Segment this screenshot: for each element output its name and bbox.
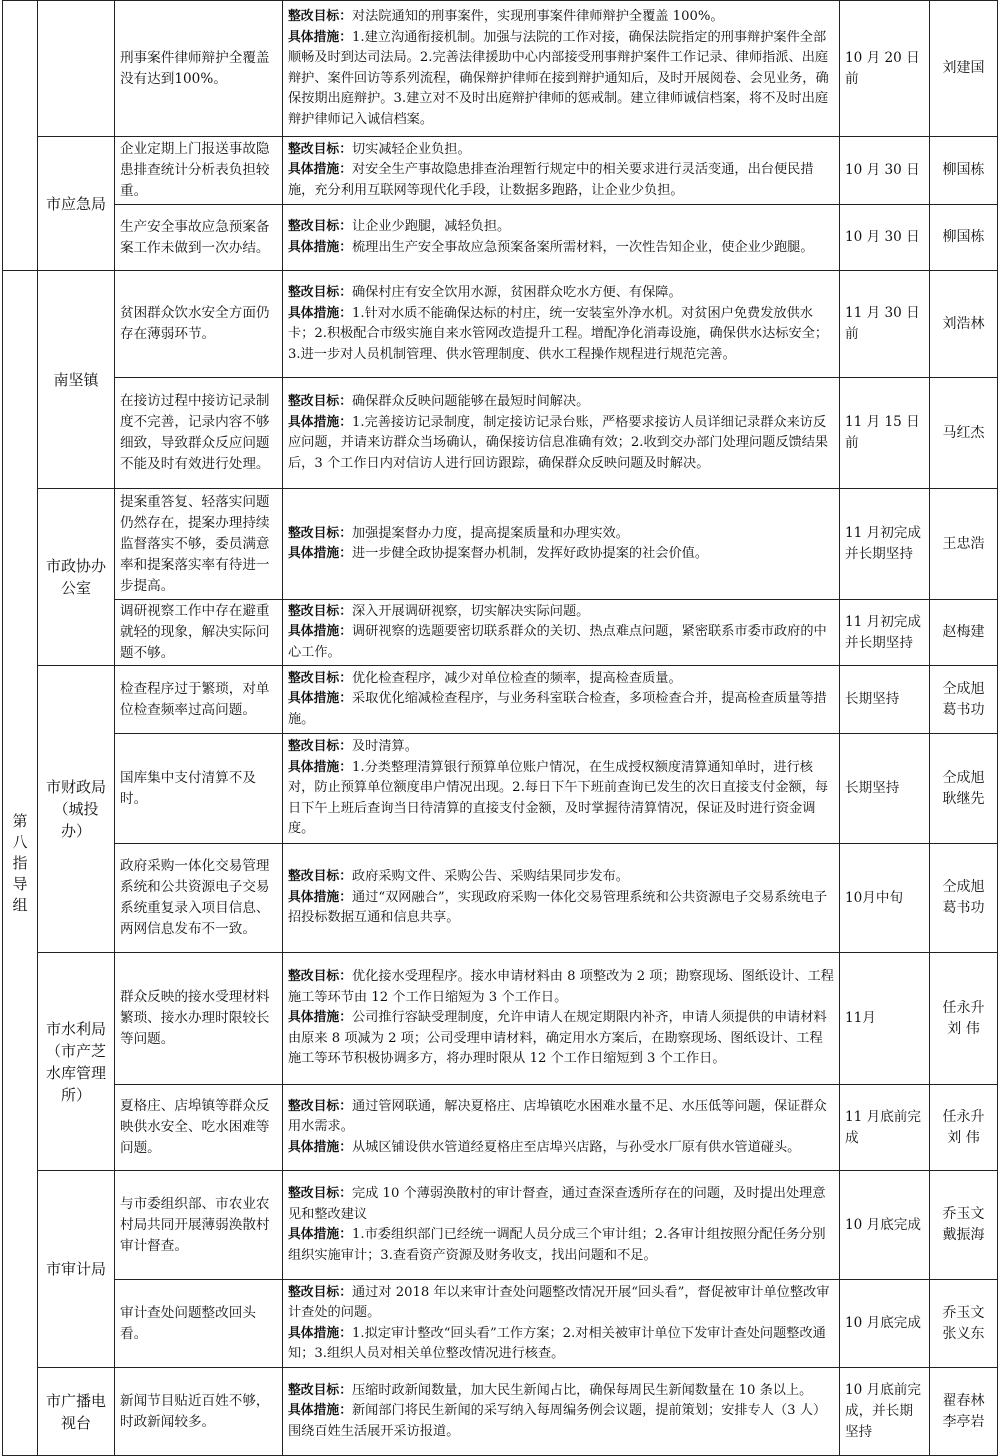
- problem-text: 审计查处问题整改回头看。: [120, 1304, 256, 1342]
- measure-cell: [283, 600, 840, 666]
- owner-cell: 柳国栋: [930, 205, 998, 271]
- goal-text: 确保群众反映问题能够在最短时间解决。: [351, 394, 590, 409]
- measures-line: [288, 1138, 834, 1159]
- measure-cell: [283, 1368, 840, 1456]
- problem-cell: [115, 205, 283, 271]
- measures-line: [288, 544, 834, 565]
- owner-cell: 赵梅建: [930, 600, 998, 666]
- problem-text: 新闻节目贴近百姓不够，时政新闻较多。: [120, 1392, 270, 1430]
- deadline-cell: 11月: [840, 953, 930, 1085]
- goal-text: 对法院通知的刑事案件，实现刑事案件律师辩护全覆盖 100%。: [351, 9, 724, 24]
- table-row: [3, 666, 998, 734]
- table-row: [3, 734, 998, 844]
- problem-cell: [115, 1280, 283, 1368]
- table-row: [3, 271, 998, 378]
- measures-label: 具体措施：: [288, 305, 352, 321]
- problem-text: 国库集中支付清算不及时。: [120, 769, 256, 807]
- group-char: 组: [12, 895, 28, 914]
- deadline-cell: 11 月初完成并长期坚持: [840, 600, 930, 666]
- measures-line: [288, 622, 834, 663]
- deadline-cell: 长期坚持: [840, 734, 930, 844]
- owner-cell: 任永升 刘 伟: [930, 953, 998, 1085]
- goal-label: 整改目标：: [288, 969, 352, 985]
- goal-label: 整改目标：: [288, 1098, 352, 1114]
- goal-line: [288, 1184, 834, 1225]
- goal-line: [288, 867, 834, 888]
- table-row: [3, 1, 998, 137]
- measures-label: 具体措施：: [288, 1139, 352, 1155]
- owner-cell: 乔玉文 张义东: [930, 1280, 998, 1368]
- problem-cell: [115, 1, 283, 137]
- goal-line: [288, 669, 834, 690]
- measures-line: [288, 1401, 834, 1442]
- goal-label: 整改目标：: [288, 219, 352, 234]
- problem-cell: [115, 1085, 283, 1171]
- goal-label: 整改目标：: [288, 1284, 352, 1300]
- measures-line: [288, 1324, 834, 1365]
- measures-line: [288, 304, 834, 366]
- measures-line: [288, 413, 834, 475]
- goal-label: 整改目标：: [288, 525, 352, 541]
- unit-cell: 南坚镇: [38, 271, 115, 489]
- problem-text: 群众反映的接水受理材料繁琐、接水办理时限较长等问题。: [120, 989, 270, 1047]
- goal-label: 整改目标：: [288, 869, 352, 885]
- measures-label: 具体措施：: [288, 546, 352, 561]
- goal-label: 整改目标：: [288, 739, 352, 755]
- measure-cell: [283, 1280, 840, 1368]
- measures-label: 具体措施：: [288, 1403, 352, 1419]
- owner-cell: 刘浩林: [930, 271, 998, 378]
- goal-text: 深入开展调研视察，切实解决实际问题。: [351, 603, 590, 619]
- goal-text: 压缩时政新闻数量，加大民生新闻占比，确保每周民生新闻数量在 10 条以上。: [351, 1382, 813, 1398]
- measures-text: 梳理出生产安全事故应急预案备案所需材料，一次性告知企业，使企业少跑腿。: [351, 239, 814, 255]
- measures-label: 具体措施：: [288, 1227, 352, 1242]
- unit-cell: 市财政局（城投办）: [38, 666, 115, 953]
- measures-label: 具体措施：: [288, 1325, 352, 1341]
- goal-label: 整改目标：: [288, 670, 352, 686]
- table-row: [3, 1085, 998, 1171]
- goal-line: [288, 140, 834, 161]
- problem-cell: [115, 137, 283, 205]
- goal-label: 整改目标：: [288, 603, 352, 619]
- table-row: [3, 600, 998, 666]
- group-char: 指: [12, 853, 28, 872]
- table-row: [3, 1368, 998, 1456]
- owner-cell: 马红杰: [930, 378, 998, 489]
- goal-line: [288, 7, 834, 28]
- owner-cell: 仝成旭 耿继先: [930, 734, 998, 844]
- measures-label: 具体措施：: [288, 889, 352, 905]
- table-row: [3, 953, 998, 1085]
- goal-text: 政府采购文件、采购公告、采购结果同步发布。: [351, 869, 629, 885]
- deadline-cell: 10 月 30 日: [840, 205, 930, 271]
- goal-line: [288, 1381, 834, 1402]
- problem-cell: [115, 734, 283, 844]
- goal-text: 切实减轻企业负担。: [351, 141, 471, 157]
- measures-line: [288, 28, 834, 131]
- unit-cell: 市应急局: [38, 137, 115, 271]
- measures-line: [288, 238, 834, 259]
- deadline-cell: 10月中旬: [840, 844, 930, 953]
- measures-label: 具体措施：: [288, 414, 352, 430]
- goal-label: 整改目标：: [288, 285, 352, 300]
- owner-cell: 王忠浩: [930, 489, 998, 600]
- problem-cell: [115, 378, 283, 489]
- measures-line: [288, 758, 834, 840]
- goal-text: 加强提案督办力度，提高提案质量和办理实效。: [351, 525, 629, 541]
- measure-cell: [283, 1085, 840, 1171]
- goal-label: 整改目标：: [288, 141, 352, 157]
- deadline-cell: 长期坚持: [840, 666, 930, 734]
- measures-line: [288, 1225, 834, 1266]
- problem-text: 检查程序过于繁琐，对单位检查频率过高问题。: [120, 680, 270, 718]
- unit-cell: 市审计局: [38, 1171, 115, 1368]
- group-char: 第: [12, 811, 28, 830]
- measures-label: 具体措施：: [288, 624, 352, 640]
- measures-text: 从城区铺设供水管道经夏格庄至店埠兴店路，与孙受水厂原有供水管道碰头。: [351, 1139, 801, 1155]
- owner-cell: 仝成旭 葛书功: [930, 844, 998, 953]
- measures-line: [288, 689, 834, 730]
- owner-cell: 柳国栋: [930, 137, 998, 205]
- measures-text: 1.建立沟通衔接机制。加强与法院的工作对接，确保法院指定的刑事辩护案件全部顺畅及时到达司法局。2.完善法律援助中心内部接受刑事辩护案件工作记录、律师指派、出庭辩护、案件回访等系列流程，确保辩护律师在接到辩护通知后，及时开展阅卷、会见业务，确保按期出庭辩护。3.建立对不及时出庭辩护律师的惩戒制。建立律师诚信档案，将不及时出庭辩护律师记入诚信档案。: [288, 29, 829, 127]
- problem-cell: [115, 489, 283, 600]
- problem-text: 政府采购一体化交易管理系统和公共资源电子交易系统重复录入项目信息、两网信息发布不一致。: [120, 858, 270, 937]
- measures-text: 1.完善接访记录制度，制定接访记录台账，严格要求接访人员详细记录群众来访反应问题，并请来访群众当场确认，确保接访信息准确有效；2.收到交办部门处理问题反馈结果后，3 个工作日内对信访人进行回访跟踪，确保群众反映问题及时解决。: [288, 414, 829, 471]
- owner-cell: 仝成旭 葛书功: [930, 666, 998, 734]
- measure-cell: [283, 734, 840, 844]
- problem-cell: [115, 666, 283, 734]
- problem-cell: [115, 953, 283, 1085]
- deadline-cell: 11 月 30 日前: [840, 271, 930, 378]
- measures-text: 新闻部门将民生新闻的采写纳入每周编务例会议题，提前策划；安排专人（3 人）围绕百姓生活展开采访报道。: [288, 1403, 827, 1439]
- goal-text: 优化检查程序，减少对单位检查的频率，提高检查质量。: [351, 670, 682, 686]
- problem-text: 与市委组织部、市农业农村局共同开展薄弱涣散村审计督查。: [120, 1195, 270, 1254]
- goal-text: 及时清算。: [351, 739, 418, 755]
- measures-label: 具体措施：: [288, 759, 352, 775]
- unit-cell: 市政协办公室: [38, 489, 115, 666]
- table-row: [3, 844, 998, 953]
- goal-line: [288, 524, 834, 545]
- problem-text: 在接访过程中接访记录制度不完善，记录内容不够细致，导致群众反应问题不能及时有效进行处理。: [120, 393, 270, 472]
- problem-text: 企业定期上门报送事故隐患排查统计分析表负担较重。: [120, 141, 270, 199]
- measures-text: 进一步健全政协提案督办机制，发挥好政协提案的社会价值。: [351, 546, 709, 561]
- measure-cell: [283, 489, 840, 600]
- measure-cell: [283, 1171, 840, 1280]
- measures-text: 公司推行容缺受理制度，允许申请人在规定期限内补齐，申请人须提供的申请材料由原来 8 项减为 2 项；公司受理申请材料，确定用水方案后，在勘察现场、图纸设计、工程施工等环节积极协调多方，将办理时限从 12 个工作日缩短到 3 个工作日。: [288, 1010, 827, 1067]
- measures-label: 具体措施：: [288, 162, 352, 178]
- deadline-cell: 11 月初完成并长期坚持: [840, 489, 930, 600]
- measure-cell: [283, 137, 840, 205]
- problem-text: 生产安全事故应急预案备案工作未做到一次办结。: [120, 218, 270, 256]
- unit-cell: 市水利局（市产芝水库管理所）: [38, 953, 115, 1171]
- goal-text: 让企业少跑腿，减轻负担。: [351, 219, 511, 234]
- measures-text: 1.市委组织部门已经统一调配人员分成三个审计组；2.各审计组按照分配任务分别组织实施审计；3.查看资产资源及财务收支，找出问题和不足。: [288, 1227, 826, 1263]
- goal-label: 整改目标：: [288, 9, 352, 24]
- unit-cell-blank: [38, 1, 115, 137]
- measure-cell: [283, 378, 840, 489]
- deadline-cell: 11 月 15 日前: [840, 378, 930, 489]
- problem-text: 贫困群众饮水安全方面仍存在薄弱环节。: [120, 305, 270, 342]
- problem-cell: [115, 600, 283, 666]
- goal-text: 优化接水受理程序。接水申请材料由 8 项整改为 2 项；勘察现场、图纸设计、工程施工等环节由 12 个工作日缩短为 3 个工作日。: [288, 969, 834, 1005]
- measures-text: 采取优化缩减检查程序，与业务科室联合检查，多项检查合并，提高检查质量等措施。: [288, 691, 827, 727]
- measures-text: 通过“双网融合”，实现政府采购一体化交易管理系统和公共资源电子交易系统电子招投标数据互通和信息共享。: [288, 889, 828, 926]
- problem-cell: [115, 271, 283, 378]
- measures-text: 对安全生产事故隐患排查治理暂行规定中的相关要求进行灵活变通，出台便民措施，充分利用互联网等现代化手段，让数据多跑路，让企业少负担。: [288, 162, 814, 198]
- measures-text: 调研视察的选题要密切联系群众的关切、热点难点问题，紧密联系市委市政府的中心工作。: [288, 624, 827, 660]
- measures-text: 1.拟定审计整改“回头看”工作方案；2.对相关被审计单位下发审计查处问题整改通知；3.组织人员对相关单位整改情况进行核查。: [288, 1325, 826, 1361]
- goal-text: 确保村庄有安全饮用水源，贫困群众吃水方便、有保障。: [351, 285, 682, 300]
- table-row: [3, 378, 998, 489]
- group-cell-blank: [3, 1, 38, 271]
- owner-cell: 乔玉文 戴振海: [930, 1171, 998, 1280]
- owner-cell: 任永升 刘 伟: [930, 1085, 998, 1171]
- table-row: [3, 1280, 998, 1368]
- rectification-table: [2, 0, 998, 1456]
- goal-label: 整改目标：: [288, 394, 352, 409]
- goal-line: [288, 967, 834, 1008]
- measures-text: 1.针对水质不能确保达标的村庄，统一安装室外净水机。对贫困户免费发放供水卡；2.积极配合市级实施自来水管网改造提升工程。增配净化消毒设施，确保供水达标安全；3.进一步对人员机制管理、供水管理制度、供水工程操作规程进行规范完善。: [288, 305, 829, 362]
- deadline-cell: 10 月底完成: [840, 1171, 930, 1280]
- deadline-cell: 10 月底前完成，并长期坚持: [840, 1368, 930, 1456]
- goal-line: [288, 283, 834, 304]
- problem-cell: [115, 1368, 283, 1456]
- measure-cell: [283, 844, 840, 953]
- measures-label: 具体措施：: [288, 239, 352, 255]
- goal-line: [288, 1097, 834, 1138]
- goal-line: [288, 392, 834, 413]
- table-row: [3, 489, 998, 600]
- deadline-cell: 10 月 20 日前: [840, 1, 930, 137]
- group-name-cell: [3, 271, 38, 1456]
- goal-line: [288, 737, 834, 758]
- measures-label: 具体措施：: [288, 691, 352, 707]
- table-row: [3, 205, 998, 271]
- measures-text: 1.分类整理清算银行预算单位账户情况，在生成授权额度清算通知单时，进行核对，防止预算单位额度串户情况出现。2.每日下午下班前查询已发生的次日直接支付金额，每日下午上班后查询当日待清算的直接支付金额，及时掌握待清算情况，保证及时进行资金调度。: [288, 759, 829, 837]
- goal-text: 通过对 2018 年以来审计查处问题整改情况开展“回头看”，督促被审计单位整改审计查处的问题。: [288, 1284, 830, 1320]
- problem-text: 夏格庄、店埠镇等群众反映供水安全、吃水困难等问题。: [120, 1098, 270, 1156]
- measure-cell: [283, 271, 840, 378]
- problem-text: 提案重答复、轻落实问题仍然存在，提案办理持续监督落实不够，委员满意率和提案落实率有待进一步提高。: [120, 493, 270, 594]
- deadline-cell: 11 月底前完成: [840, 1085, 930, 1171]
- goal-line: [288, 1283, 834, 1324]
- deadline-cell: 10 月底完成: [840, 1280, 930, 1368]
- measures-line: [288, 160, 834, 201]
- measure-cell: [283, 953, 840, 1085]
- measure-cell: [283, 205, 840, 271]
- group-char: 导: [12, 874, 28, 893]
- goal-line: [288, 217, 834, 238]
- measures-line: [288, 1008, 834, 1070]
- measures-line: [288, 888, 834, 929]
- goal-label: 整改目标：: [288, 1186, 352, 1201]
- table-row: [3, 1171, 998, 1280]
- measure-cell: [283, 666, 840, 734]
- owner-cell: 翟春林 李亭岩: [930, 1368, 998, 1456]
- problem-text: 调研视察工作中存在避重就轻的现象，解决实际问题不够。: [120, 603, 270, 661]
- group-char: 八: [12, 832, 28, 851]
- goal-label: 整改目标：: [288, 1382, 352, 1398]
- problem-text: 刑事案件律师辩护全覆盖没有达到100%。: [120, 49, 270, 87]
- deadline-cell: 10 月 30 日: [840, 137, 930, 205]
- measures-label: 具体措施：: [288, 1010, 352, 1026]
- goal-text: 通过管网联通，解决夏格庄、店埠镇吃水困难水量不足、水压低等问题，保证群众用水需求。: [288, 1098, 827, 1135]
- problem-cell: [115, 1171, 283, 1280]
- problem-cell: [115, 844, 283, 953]
- measure-cell: [283, 1, 840, 137]
- measures-label: 具体措施：: [288, 29, 352, 45]
- table-row: [3, 137, 998, 205]
- unit-cell: 市广播电视台: [38, 1368, 115, 1456]
- owner-cell: 刘建国: [930, 1, 998, 137]
- goal-text: 完成 10 个薄弱涣散村的审计督查，通过查深查透所存在的问题，及时提出处理意见和整改建议: [288, 1186, 826, 1222]
- goal-line: [288, 602, 834, 623]
